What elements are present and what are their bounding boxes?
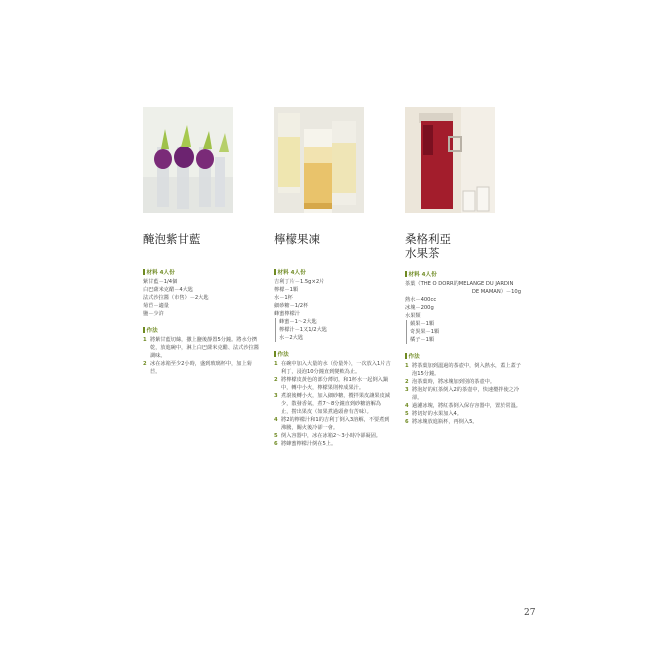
cabbage-photo: [143, 107, 233, 213]
step: 1 將茶葉加到溫過的茶壺中，倒入熱水，蓋上蓋子泡15分鐘。: [405, 363, 521, 377]
step: 3 將泡好的紅茶倒入2的茶壺中，快速攪拌使之冷卻。: [405, 387, 520, 401]
materials-label: 材料 4人份: [143, 268, 263, 276]
sangria-tea-photo: [405, 107, 495, 213]
method-label: 作法: [274, 350, 394, 358]
recipe-title: 檸檬果凍: [274, 232, 320, 246]
step: 4 將2的檸檬汁和1的吉利丁倒入3溶解，不要煮到沸騰，關火後冷卻一會。: [274, 417, 390, 431]
ingredient: DE MAMAN）－10g: [471, 289, 521, 295]
ingredient: 茶葉（THE O DORR的MELANGE DU JARDIN: [405, 281, 514, 287]
sub-ingredient: 蜂蜜－1～2大匙: [279, 319, 317, 325]
step: 6 將冰塊放進瓶杯，再倒入5。: [405, 419, 478, 425]
method-section: [143, 326, 263, 376]
sub-ingredient-group: [406, 320, 529, 344]
lemon-jelly-photo: [274, 107, 364, 213]
ingredient: 吉利丁片－1.5g×2片: [274, 279, 325, 285]
step: 2 冰在冰箱至少2小時，盛到玻璃杯中，加上菊苣。: [143, 361, 252, 375]
ingredient: 冰塊－200g: [405, 305, 434, 311]
recipe-column-cabbage: [143, 232, 263, 376]
ingredient: 法式沙拉醬（市售）－2大匙: [143, 295, 209, 301]
step: 6 將蜂蜜檸檬汁倒在5上。: [274, 441, 337, 447]
step: 4 過濾冰塊，將紅茶倒入保存容器中，置於常溫。: [405, 403, 521, 409]
materials-label: 材料 4人份: [405, 270, 529, 278]
method-section: [405, 352, 529, 426]
ingredient: 檸檬－1顆: [274, 287, 299, 293]
method-section: [274, 350, 394, 448]
ingredient: 鹽－少許: [143, 311, 164, 317]
step: 1 將紫甘藍切絲，撒上鹽後靜置5分鐘。將水分擠乾，放進碗中，淋上白巴薩米克醋、法式沙拉醬調味。: [143, 337, 259, 359]
recipe-title: 醃泡紫甘藍: [143, 232, 201, 246]
ingredient: 菊苣－適量: [143, 303, 169, 309]
ingredient: 熱水－400cc: [405, 297, 437, 303]
ingredient: 水果類: [405, 313, 421, 319]
recipe-column-sangria-tea: [405, 232, 529, 426]
step: 5 將切好的水果加入4。: [405, 411, 462, 417]
recipe-title: 桑格利亞 水果茶: [405, 232, 451, 260]
step: 1 在碗中加入大量的水（份量外），一次放入1片吉利丁，浸泡10分鐘直到變軟為止。: [274, 361, 391, 375]
ingredient: 白巴薩米克醋－4大匙: [143, 287, 193, 293]
ingredient: 蜂蜜檸檬汁: [274, 311, 300, 317]
method-label: 作法: [405, 352, 529, 360]
method-label: 作法: [143, 326, 263, 334]
step: 3 煮滾後轉小火，加入細砂糖，攪拌果皮讓果皮減少，散發香氣，煮7～8分鐘直到砂糖溶解為止，撈出果皮（如果煮過頭會有苦味）。: [274, 393, 390, 415]
step: 2 泡茶葉時，將冰塊加到別的茶壺中。: [405, 379, 496, 385]
sub-ingredient: 檸檬汁－1又1/2大匙: [279, 327, 327, 333]
sub-ingredient: 奇異果－1顆: [410, 329, 440, 335]
ingredient-list: [274, 278, 394, 342]
recipe-column-lemon-jelly: [274, 232, 394, 448]
page-number: 27: [524, 608, 536, 618]
step: 5 倒入容器中，冰在冰箱2～3小時冷卻凝固。: [274, 433, 381, 439]
sub-ingredient: 橘子－1顆: [410, 337, 435, 343]
ingredient: 紫甘藍－1/4個: [143, 279, 178, 285]
sub-ingredient: 蘋果－1顆: [410, 321, 435, 327]
ingredient-list: [405, 280, 529, 344]
sub-ingredient: 水－2大匙: [279, 335, 304, 341]
ingredient: 細砂糖－1/2杯: [274, 303, 309, 309]
sub-ingredient-group: [275, 318, 394, 342]
materials-label: 材料 4人份: [274, 268, 394, 276]
ingredient: 水－1杯: [274, 295, 293, 301]
step: 2 將檸檬皮黃色的部分薄切，和1杯水一起倒入鍋中，轉中小火，檸檬果則榨成果汁。: [274, 377, 389, 391]
ingredient-list: [143, 278, 263, 318]
